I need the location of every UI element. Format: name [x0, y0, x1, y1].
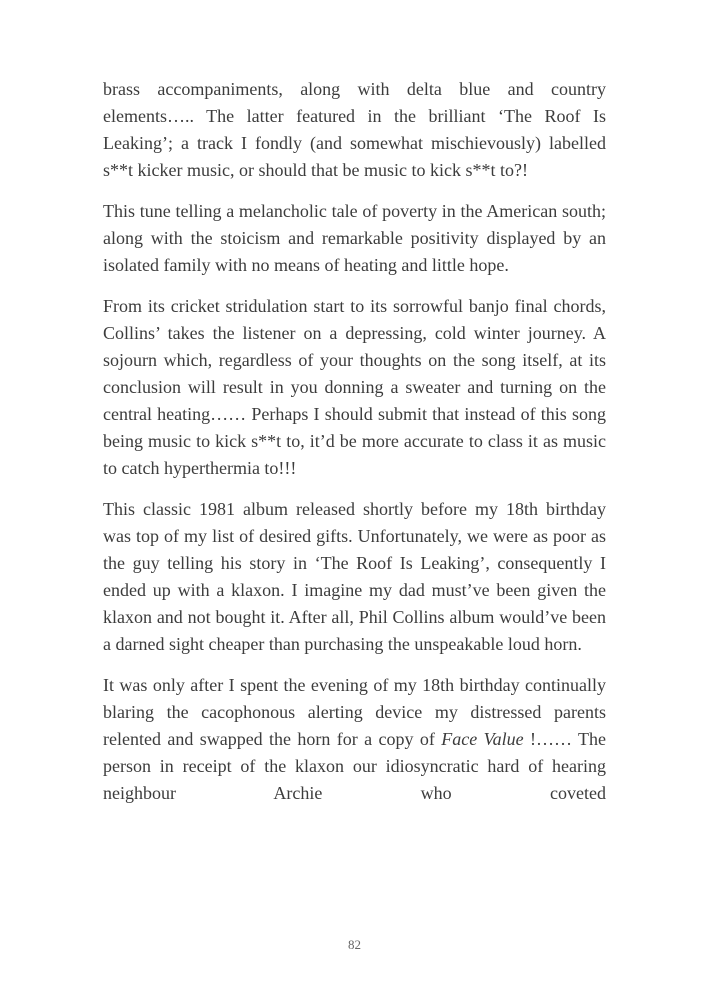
body-text: !…… The person in receipt of the klaxon our idiosyncratic hard of hearing neighbour Archie who coveted: [103, 729, 606, 803]
body-text: From its cricket stridulation start to its sorrowful banjo final chords, Collins’ takes the listener on a depressing, cold winter journey. A sojourn which, regardless of your thoughts on the song itself, at its conclusion will result in you donning a sweater and turning on the central heating…… Perhaps I should submit that instead of this song being music to kick s**t to, it’d be more accurate to class it as music to catch hyperthermia to!!!: [103, 296, 606, 478]
paragraph: [103, 496, 606, 658]
page-number: 82: [348, 937, 361, 952]
paragraph: [103, 672, 606, 807]
text-block: [103, 76, 606, 821]
body-text: This tune telling a melancholic tale of poverty in the American south; along with the stoicism and remarkable positivity displayed by an isolated family with no means of heating and little hope.: [103, 201, 606, 275]
body-text: This classic 1981 album released shortly before my 18th birthday was top of my list of desired gifts. Unfortunately, we were as poor as the guy telling his story in ‘The Roof Is Leaking’, consequently I ended up with a klaxon. I imagine my dad must’ve been given the klaxon and not bought it. After all, Phil Collins album would’ve been a darned sight cheaper than purchasing the unspeakable loud horn.: [103, 499, 606, 654]
paragraph: [103, 198, 606, 279]
italic-text: Face Value: [441, 729, 524, 749]
paragraph: [103, 293, 606, 482]
paragraph: [103, 76, 606, 184]
body-text: It was only after I spent the evening of my 18th birthday continually blaring the cacophonous alerting device my distressed parents relented and swapped the horn for a copy of: [103, 675, 606, 749]
body-text: brass accompaniments, along with delta blue and country elements….. The latter featured in the brilliant ‘The Roof Is Leaking’; a track I fondly (and somewhat mischievously) labelled s**t kicker music, or should that be music to kick s**t to?!: [103, 79, 606, 180]
